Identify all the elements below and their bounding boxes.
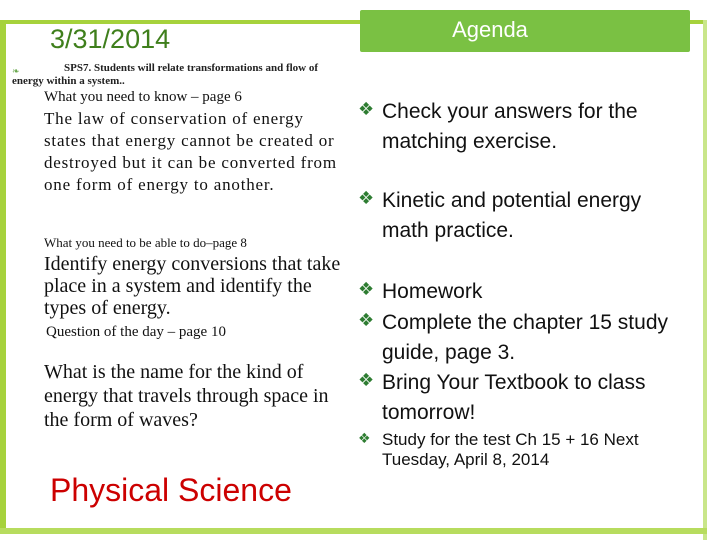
standard-text: SPS7. Students will relate transformations and flow of energy within a system.. [12, 62, 319, 87]
agenda-header [360, 10, 690, 52]
bottom-accent-bar [0, 528, 707, 534]
checkmark-bullet-icon: ❖ [358, 279, 375, 300]
know-heading: What you need to know – page 6 [44, 89, 242, 105]
slide: 3/31/2014 Agenda ❧ SPS7. Students will relate transformations and flow of energy within a system.. What you need to know – page 6 The law of conservation of energy states that energy cannot be created or destroyed but it can be converted from one form of energy to another. What you need to be able to do–page 8 Identify energy conversions that take place in a system and identify the types of energy. Question of the day – page 10 What is the name for the kind of energy that travels through space in the form of waves? Physical Science ❖ Check your answers for the matching exercise. ❖ Kinetic and potential energy math practice. ❖ Homework ❖ Complete the chapter 15 study guide, page 3. ❖ Bring Your Textbook to class tomorrow! ❖ Study for the test Ch 15 + 16 Next Tuesday, April 8, 2014 [0, 0, 720, 540]
question-text: What is the name for the kind of energy that travels through space in the form of waves? [44, 361, 329, 431]
leaf-bullet-icon: ❧ [12, 67, 20, 77]
slide-date: 3/31/2014 [50, 24, 171, 54]
checkmark-bullet-icon: ❖ [358, 431, 371, 447]
able-heading: What you need to be able to do–page 8 [44, 235, 247, 250]
left-accent-bar [0, 20, 6, 530]
know-text: The law of conservation of energy states that energy cannot be created or destroyed but it can be converted from one form of energy to another. [44, 109, 337, 194]
able-text: Identify energy conversions that take place in a system and identify the types of energy. [44, 253, 341, 319]
checkmark-bullet-icon: ❖ [358, 99, 375, 120]
right-accent-bar [703, 20, 707, 540]
checkmark-bullet-icon: ❖ [358, 370, 375, 391]
checkmark-bullet-icon: ❖ [358, 310, 375, 331]
agenda-title: Agenda [452, 17, 528, 42]
question-heading: Question of the day – page 10 [46, 324, 226, 340]
course-title: Physical Science [50, 472, 292, 508]
checkmark-bullet-icon: ❖ [358, 188, 375, 209]
